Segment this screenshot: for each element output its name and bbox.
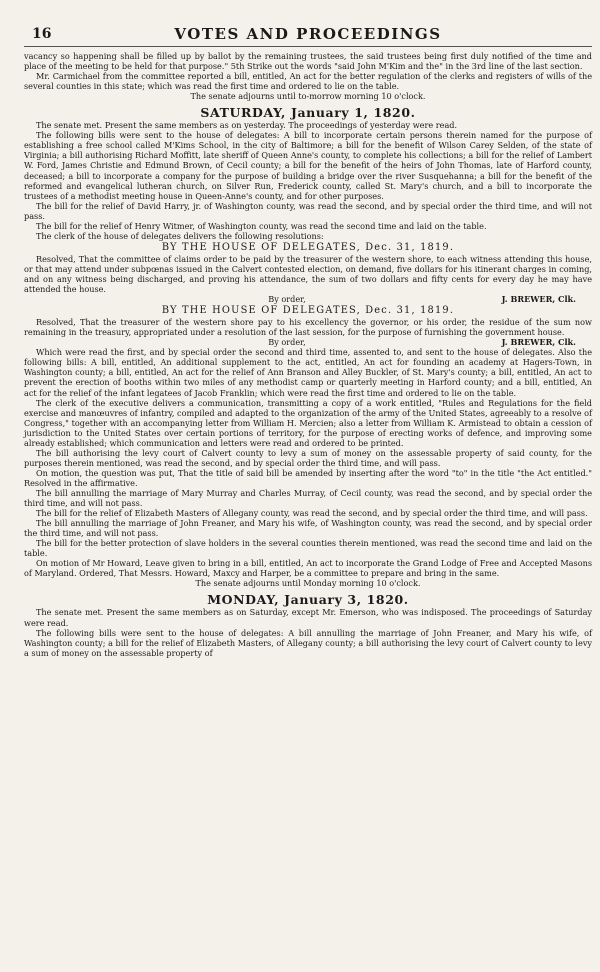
paragraph: Mr. Carmichael from the committee reported a bill, entitled, An act for the better regulation of the clerks and registers of wills of the several counties in this state; which was read the first time and ordered to lie on the table. bbox=[24, 71, 592, 92]
paragraph: The clerk of the house of delegates delivers the following resolutions: bbox=[36, 230, 324, 241]
document-body bbox=[24, 51, 592, 658]
paragraph: The clerk of the executive delivers a communication, transmitting a copy of a work entitled, "Rules and Regulations for the field exercise and manœuvres of infantry, compiled and adapted to the organization of the army of the United States, agreeably to a resolve of Congress," together with an accompanying letter from William H. Mercien; also a letter from William K. Armistead to obtain a cession of jurisdiction to the United States over certain portions of territory, for the purpose of erecting works of defence, and improving some already established; which communication and letters were read and ordered to be printed. bbox=[24, 397, 592, 448]
date-heading-monday: MONDAY, January 3, 1820. bbox=[207, 592, 409, 608]
paragraph: The bill authorising the levy court of Calvert county to levy a sum of money on the assessable property of said county, for the purposes therein mentioned, was read the second, and by special order the third time, and will pass. bbox=[24, 447, 592, 468]
paragraph: The bill for the better protection of slave holders in the several counties therein mentioned, was read the second time and laid on the table. bbox=[24, 538, 592, 559]
paragraph: The bill annulling the marriage of John Freaner, and Mary his wife, of Washington county, was read the second, and by special order the third time, and will not pass. bbox=[24, 518, 592, 539]
resolution-text: Resolved, That the committee of claims order to be paid by the treasurer of the western shore, to each witness attending this house, or that may attend under subpœnas issued in the Calvert contested election, on demand, five dollars for his itinerant charges in coming, and on any witness being discharged, and proving his attendance, the sum of two dollars and fifty cents for every day he may have attended the house. bbox=[24, 253, 592, 295]
paragraph: On motion, the question was put, That the title of said bill be amended by inserting after the word "to" in the title "the Act entitled." Resolved in the affirmative. bbox=[24, 467, 592, 488]
paragraph: The bill for the relief of David Harry, jr. of Washington county, was read the second, and by special order the third time, and will not pass. bbox=[24, 200, 592, 221]
page-number: 16 bbox=[32, 26, 52, 42]
clerk-signature: J. BREWER, Clk. bbox=[501, 337, 576, 348]
paragraph: vacancy so happening shall be filled up by ballot by the remaining trustees, the said trustees being first duly notified of the time and place of the meeting to be held for that purpose." 5th Strike out the words "said John M'Kim and the" in the 3rd line of the last section. bbox=[24, 51, 592, 72]
by-order-label: By order, bbox=[268, 337, 306, 348]
adjournment-note: The senate adjourns until Monday morning 10 o'clock. bbox=[195, 578, 421, 589]
paragraph: The bill for the relief of Henry Witmer, of Washington county, was read the second time and laid on the table. bbox=[36, 220, 487, 231]
paragraph: The following bills were sent to the house of delegates: A bill to incorporate certain persons therein named for the purpose of establishing a free school called M'Kims School, in the city of Baltimore; a bill for the benefit of Wilson Carey Selden, of the state of Virginia; a bill authorising Richard Moffitt, late sheriff of Queen Anne's county, to complete his collections; a bill for the relief of Lambert W. Ford, James Christie and Edmund Brown, of Cecil county; a bill for the benefit of the heirs of John Thomas, late of Harford county, deceased; a bill to incorporate a company for the purpose of building a bridge over the river Susquehanna; a bill for the benefit of the reformed and evangelical lutheran church, on Silver Run, Frederick county, called St. Mary's church, and a bill to incorporate the trustees of a methodist meeting house in Queen-Anne's county, and for other purposes. bbox=[24, 130, 592, 201]
resolution-heading: BY THE HOUSE OF DELEGATES, Dec. 31, 1819. bbox=[161, 241, 455, 253]
date-heading-saturday: SATURDAY, January 1, 1820. bbox=[200, 105, 416, 121]
paragraph: Which were read the first, and by special order the second and third time, assented to, and sent to the house of delegates. Also the following bills: A bill, entitled, An additional supplement to the act, entitled, An act for founding an academy at Hagers-Town, in Washington county; a bill, entitled, An act for the relief of Ann Branson and Alley Buckler, of St. Mary's county; a bill, entitled, An act to prevent the erection of booths within two miles of any methodist camp or quarterly meeting in Harford county; and a bill, entitled, An act for the relief of the infant legatees of Jacob Franklin; which were read the first time and ordered to lie on the table. bbox=[24, 347, 592, 398]
paragraph: The following bills were sent to the house of delegates: A bill annulling the marriage of John Freaner, and Mary his wife, of Washington county; a bill for the relief of Elizabeth Masters, of Allegany county; a bill authorising the levy court of Calvert county to levy a sum of money on the assessable property of bbox=[24, 627, 592, 658]
paragraph: The senate met. Present the same members as on yesterday. The proceedings of yesterday were read. bbox=[36, 120, 458, 131]
resolution-heading: BY THE HOUSE OF DELEGATES, Dec. 31, 1819. bbox=[161, 305, 455, 317]
resolution-text: Resolved, That the treasurer of the western shore pay to his excellency the governor, or his order, the residue of the sum now remaining in the treasury, appropriated under a resolution of the last session, for the purpose of furnishing the government house. bbox=[24, 317, 592, 338]
adjournment-note: The senate adjourns until to-morrow morning 10 o'clock. bbox=[190, 91, 426, 102]
paragraph: The senate met. Present the same members as on Saturday, except Mr. Emerson, who was indisposed. The proceedings of Saturday were read. bbox=[24, 607, 592, 628]
running-header bbox=[24, 22, 592, 47]
signoff bbox=[24, 294, 592, 304]
paragraph: On motion of Mr Howard, Leave given to bring in a bill, entitled, An act to incorporate the Grand Lodge of Free and Accepted Masons of Maryland. Ordered, That Messrs. Howard, Maxcy and Harper, be a committee to prepare and bring in the same. bbox=[24, 558, 592, 579]
paragraph: The bill annulling the marriage of Mary Murray and Charles Murray, of Cecil county, was read the second, and by special order the third time, and will not pass. bbox=[24, 487, 592, 509]
by-order-label: By order, bbox=[268, 294, 306, 305]
paragraph: The bill for the relief of Elizabeth Masters of Allegany county, was read the second, and by special order the third time, and will pass. bbox=[36, 508, 588, 519]
clerk-signature: J. BREWER, Clk. bbox=[501, 294, 576, 305]
page-title: VOTES AND PROCEEDINGS bbox=[174, 25, 442, 43]
signoff bbox=[24, 337, 592, 347]
